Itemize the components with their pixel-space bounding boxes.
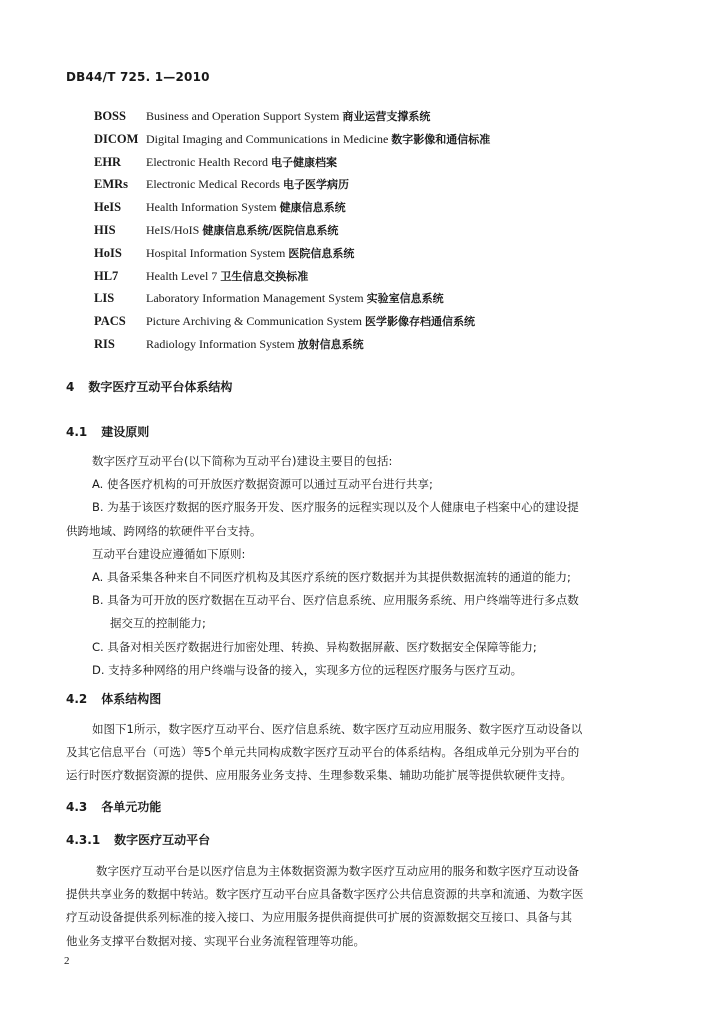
- abbreviation-row: [94, 199, 654, 222]
- chinese-name: 放射信息系统: [297, 337, 364, 351]
- section-title: 数字医疗互动平台: [114, 833, 211, 847]
- section-title: 建设原则: [101, 425, 150, 439]
- english-name: Health Level 7: [146, 268, 218, 283]
- list-item-continuation: 供跨地域、跨网络的软硬件平台支持。: [66, 523, 262, 538]
- section-number: 4: [66, 380, 75, 394]
- paragraph-line: 他业务支撑平台数据对接、实现平台业务流程管理等功能。: [66, 933, 365, 948]
- paragraph-line: 及其它信息平台（可选）等5个单元共同构成数字医疗互动平台的体系结构。各组成单元分别为平台的: [66, 745, 580, 760]
- list-item: D. 支持多种网络的用户终端与设备的接入，实现多方位的远程医疗服务与医疗互动。: [92, 662, 523, 677]
- section-title: 数字医疗互动平台体系结构: [88, 380, 233, 394]
- abbreviation-row: [94, 245, 654, 268]
- chinese-name: 健康信息系统: [279, 201, 346, 215]
- abbreviation-term: BOSS: [94, 109, 126, 123]
- chinese-name: 卫生信息交换标准: [220, 269, 309, 283]
- section-title: 体系结构图: [101, 692, 162, 706]
- abbreviation-term: PACS: [94, 314, 126, 329]
- abbreviation-row: [94, 313, 654, 336]
- chinese-name: 医学影像存档通信系统: [364, 315, 475, 329]
- abbreviation-row: [94, 154, 654, 177]
- chinese-name: 实验室信息系统: [366, 292, 444, 306]
- list-item: A. 具备采集各种来自不同医疗机构及其医疗系统的医疗数据并为其提供数据流转的通道的能力;: [92, 569, 571, 584]
- abbreviation-definition: [146, 222, 338, 238]
- list-item: C. 具备对相关医疗数据进行加密处理、转换、异构数据屏蔽、医疗数据安全保障等能力;: [92, 639, 537, 654]
- abbreviation-term: DICOM: [94, 131, 139, 146]
- list-item: B. 为基于该医疗数据的医疗服务开发、医疗服务的远程实现以及个人健康电子档案中心的建设提: [92, 500, 579, 515]
- abbreviation-row: [94, 176, 654, 199]
- page-number: 2: [64, 955, 70, 967]
- abbreviation-term: HoIS: [94, 245, 122, 260]
- abbreviation-definition: [146, 154, 337, 170]
- document-code-header: DB44/T 725. 1—2010: [66, 70, 210, 84]
- abbreviation-definition: [146, 245, 354, 261]
- english-name: Radiology Information System: [146, 336, 295, 351]
- english-name: Electronic Medical Records: [146, 177, 280, 192]
- english-name: HeIS/HoIS: [146, 222, 200, 237]
- section-number: 4.2: [66, 692, 88, 706]
- abbreviation-definition: [146, 108, 430, 124]
- abbreviation-row: [94, 108, 654, 131]
- paragraph-line: 数字医疗互动平台是以医疗信息为主体数据资源为数字医疗互动应用的服务和数字医疗互动设备: [96, 864, 579, 878]
- section-4-1-heading: [66, 423, 149, 440]
- abbreviation-definition: [146, 313, 475, 329]
- abbreviation-row: [94, 336, 654, 359]
- abbreviation-list: [94, 108, 654, 359]
- abbreviation-term: HIS: [94, 222, 116, 237]
- abbreviation-definition: [146, 290, 444, 306]
- english-name: Health Information System: [146, 200, 277, 215]
- english-name: Laboratory Information Management System: [146, 291, 364, 306]
- chinese-name: 电子健康档案: [270, 155, 337, 169]
- abbreviation-definition: [146, 199, 346, 215]
- english-name: Picture Archiving & Communication System: [146, 314, 362, 329]
- list-item: A. 使各医疗机构的可开放医疗数据资源可以通过互动平台进行共享;: [92, 477, 433, 492]
- paragraph-line: 数字医疗互动平台(以下简称为互动平台)建设主要目的包括:: [92, 454, 393, 468]
- abbreviation-row: [94, 131, 654, 154]
- abbreviation-term: RIS: [94, 336, 115, 351]
- chinese-name: 商业运营支撑系统: [342, 110, 431, 123]
- english-name: Digital Imaging and Communications in Medicine: [146, 131, 389, 146]
- english-name: Electronic Health Record: [146, 154, 268, 169]
- section-title: 各单元功能: [101, 800, 162, 814]
- abbreviation-row: [94, 268, 654, 291]
- paragraph-line: 疗互动设备提供系列标准的接入接口、为应用服务提供商提供可扩展的资源数据交互接口、具备与其: [66, 910, 572, 925]
- abbreviation-term: HL7: [94, 268, 119, 283]
- abbreviation-definition: [146, 268, 308, 284]
- section-number: 4.3.1: [66, 833, 101, 847]
- abbreviation-term: LIS: [94, 291, 115, 306]
- abbreviation-row: [94, 290, 654, 313]
- section-number: 4.1: [66, 425, 88, 439]
- section-4-3-1-heading: [66, 831, 210, 848]
- abbreviation-definition: [146, 131, 490, 147]
- section-4-2-heading: [66, 690, 161, 707]
- section-number: 4.3: [66, 800, 88, 814]
- abbreviation-term: EMRs: [94, 177, 129, 192]
- section-4-heading: [66, 378, 232, 395]
- abbreviation-definition: [146, 336, 364, 352]
- paragraph-line: 运行时医疗数据资源的提供、应用服务业务支持、生理参数采集、辅助功能扩展等提供软硬件支持。: [66, 768, 572, 783]
- section-4-3-1-body: [66, 860, 644, 953]
- abbreviation-row: [94, 222, 654, 245]
- chinese-name: 数字影像和通信标准: [391, 132, 491, 146]
- english-name: Hospital Information System: [146, 245, 286, 260]
- section-4-3-heading: [66, 798, 161, 815]
- chinese-name: 医院信息系统: [288, 246, 355, 260]
- abbreviation-definition: [146, 176, 349, 192]
- section-4-2-body: [66, 718, 644, 788]
- english-name: Business and Operation Support System: [146, 109, 340, 123]
- abbreviation-term: EHR: [94, 154, 122, 169]
- section-4-1-body: [66, 450, 644, 682]
- list-item-continuation: 据交互的控制能力;: [110, 616, 206, 631]
- paragraph-line: 如图下1所示，数字医疗互动平台、医疗信息系统、数字医疗互动应用服务、数字医疗互动设备以: [92, 722, 583, 736]
- chinese-name: 电子医学病历: [282, 178, 349, 192]
- list-item: B. 具备为可开放的医疗数据在互动平台、医疗信息系统、应用服务系统、用户终端等进行多点数: [92, 593, 579, 608]
- chinese-name: 健康信息系统/医院信息系统: [202, 223, 339, 237]
- abbreviation-term: HeIS: [94, 200, 122, 215]
- paragraph-line: 提供共享业务的数据中转站。数字医疗互动平台应具备数字医疗公共信息资源的共享和流通、为数字医: [66, 887, 584, 902]
- paragraph-line: 互动平台建设应遵循如下原则:: [92, 546, 246, 561]
